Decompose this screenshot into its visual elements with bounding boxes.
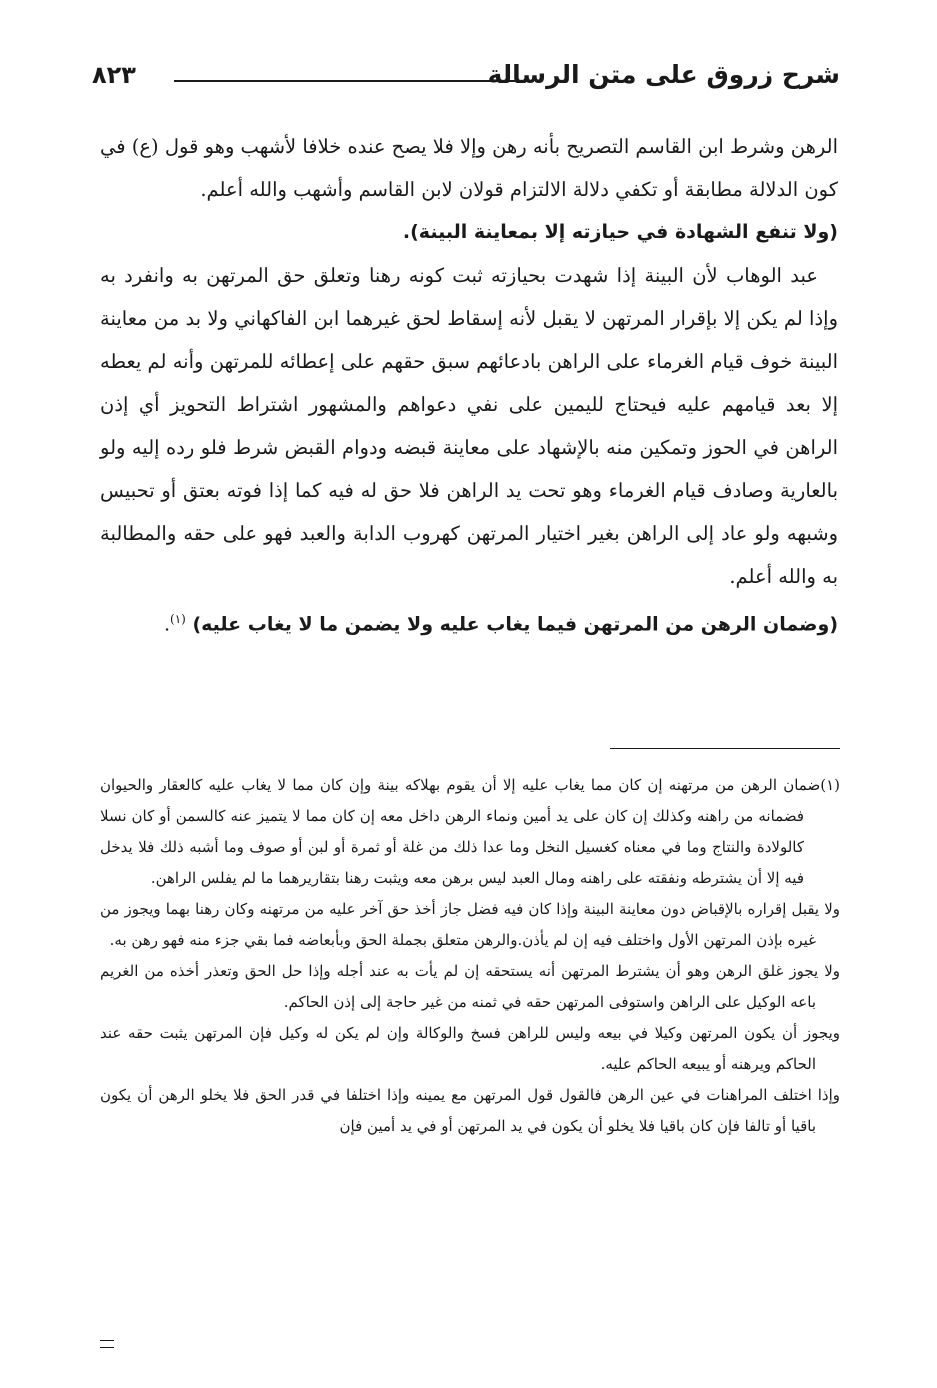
footnote-separator — [610, 748, 840, 749]
footnote-paragraph: ولا يجوز غلق الرهن وهو أن يشترط المرتهن أنه يستحقه إن لم يأت به عند أجله وإذا حل الحق وتعذر أخذه من الغريم باعه الوكيل على الراهن واستوفى المرتهن حقه في ثمنه من غير حاجة إلى إذن الحاكم. — [100, 962, 840, 1011]
footnote-1 — [100, 770, 840, 894]
footnotes — [100, 770, 840, 1142]
footnote-text: ضمان الرهن من مرتهنه إن كان مما يغاب عليه إلا أن يقوم بهلاكه بينة وإن كان مما لا يغاب عليه كالعقار والحيوان فضمانه من راهنه وكذلك إن كان على يد أمين ونماء الرهن داخل معه إن كان مما لا يتميز عنه كالسمن أو كان نسلا كالولادة والنتاج وما في معناه كغسيل النخل وما عدا ذلك من غلة أو ثمرة أو لبن أو صوف وما أشبه ذلك فلا يدخل فيه إلا أن يشترطه ونفقته على راهنه ومال العبد ليس برهن معه ويثبت رهنا بتقاريرهما ما لم يفلس الراهن. — [100, 776, 821, 887]
footnote-paragraph: وإذا اختلف المراهنات في عين الرهن فالقول قول المرتهن مع يمينه وإذا اختلفا في قدر الحق فلا يخلو الرهن أن يكون باقيا أو تالفا فإن كان باقيا فلا يخلو أن يكون في يد المرتهن أو في يد أمين فإن — [100, 1086, 840, 1135]
paragraph-2: عبد الوهاب لأن البينة إذا شهدت بحيازته ثبت كونه رهنا وتعلق حق المرتهن به وانفرد به وإذا لم يكن إلا بإقرار المرتهن لا يقبل لأنه إسقاط لحق غيرهما ابن الفاكهاني ولا بد من معاينة البينة خوف قيام الغرماء على الراهن بادعائهم سبق حقهم على إعطائه للمرتهن وأنه لم يعطه إلا بعد قيامهم عليه فيحتاج لليمين على نفي دعواهم والمشهور اشتراط التحويز أي إذن الراهن في الحوز وتمكين منه بالإشهاد على معاينة قبضه ودوام القبض شرط فلو رده إليه ولو بالعارية وصادف قيام الغرماء وهو تحت يد الراهن فلا حق له فيه كما إذا فوته بعتق أو تحبيس وشبهه ولو عاد إلى الراهن بغير اختيار المرتهن كهروب الدابة والعبد فهو على حقه والمطالبة به والله أعلم. — [100, 264, 838, 588]
footnote-paragraph: ولا يقبل إقراره بالإقباض دون معاينة البينة وإذا كان فيه فضل جاز أخذ حق آخر عليه من مرتهنه وكان رهنا بهما ويجوز من غيره بإذن المرتهن الأول واختلف فيه إن لم يأذن.والرهن متعلق بجملة الحق وبأبعاضه فما بقي جزء منه فهو رهن به. — [100, 900, 840, 949]
header-rule — [174, 80, 522, 82]
matn-heading-2-text: (وضمان الرهن من المرتهن فيما يغاب عليه ولا يضمن ما لا يغاب عليه) — [192, 613, 838, 636]
footnote-reference[interactable]: (١) — [170, 612, 186, 626]
matn-heading-1: (ولا تنفع الشهادة في حيازته إلا بمعاينة البينة). — [402, 221, 838, 243]
page-header — [92, 58, 840, 98]
matn-heading-2 — [100, 598, 838, 646]
footnote-paragraph: ويجوز أن يكون المرتهن وكيلا في بيعه وليس للراهن فسخ والوكالة وإن لم يكن له وكيل فإن المرتهن يثبت حقه عند الحاكم ويرهنه أو يبيعه الحاكم عليه. — [100, 1024, 840, 1073]
continuation-mark — [100, 1340, 114, 1348]
running-title: شرح زروق على متن الرسالة — [487, 60, 840, 89]
matn-heading-2-end: . — [163, 613, 170, 636]
footnote-number: (١) — [820, 776, 840, 794]
paragraph-1: الرهن وشرط ابن القاسم التصريح بأنه رهن وإلا فلا يصح عنده خلافا لأشهب وهو قول (ع) في كون الدلالة مطابقة أو تكفي دلالة الالتزام قولان لابن القاسم وأشهب والله أعلم. — [100, 135, 838, 201]
page-number: ٨٢٣ — [92, 61, 136, 89]
main-text — [100, 125, 838, 646]
